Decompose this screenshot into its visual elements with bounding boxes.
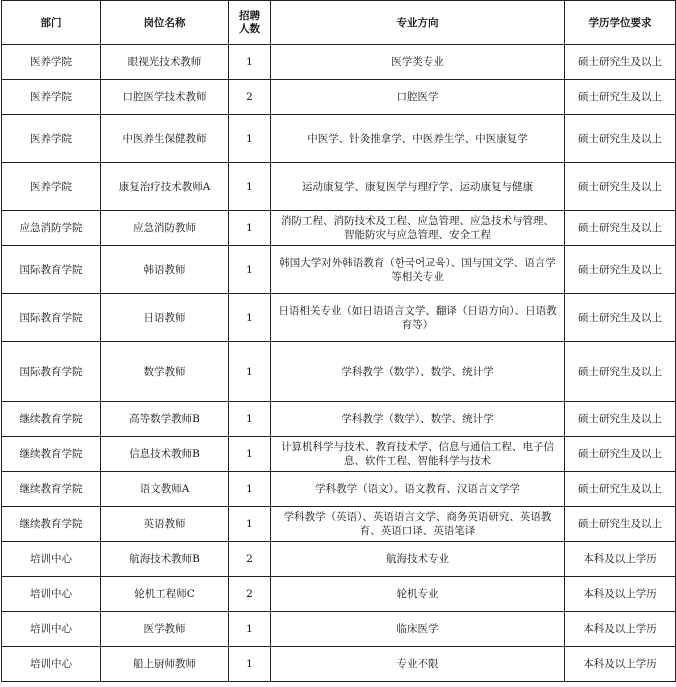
dept-cell: 培训中心 <box>2 647 101 682</box>
count-cell: 1 <box>229 342 271 402</box>
major-cell: 口腔医学 <box>271 80 565 115</box>
degree-cell: 本科及以上学历 <box>565 647 676 682</box>
table-row <box>2 612 676 647</box>
table-row <box>2 115 676 163</box>
table-row <box>2 402 676 437</box>
degree-cell: 硕士研究生及以上 <box>565 402 676 437</box>
header-row <box>2 1 676 45</box>
position-cell: 船上厨师教师 <box>101 647 229 682</box>
degree-cell: 硕士研究生及以上 <box>565 80 676 115</box>
count-cell: 1 <box>229 246 271 294</box>
count-cell: 1 <box>229 612 271 647</box>
degree-cell: 硕士研究生及以上 <box>565 472 676 507</box>
dept-cell: 培训中心 <box>2 577 101 612</box>
count-cell: 1 <box>229 507 271 542</box>
position-cell: 航海技术教师B <box>101 542 229 577</box>
degree-cell: 硕士研究生及以上 <box>565 45 676 80</box>
major-cell: 学科教学（数学）、数学、统计学 <box>271 402 565 437</box>
table-row <box>2 45 676 80</box>
position-cell: 日语教师 <box>101 294 229 342</box>
major-cell: 日语相关专业（如日语语言文学、翻译（日语方向）、日语教育等） <box>271 294 565 342</box>
major-cell: 韩国大学对外韩语教育（한국어교육）、国与国文学、语言学等相关专业 <box>271 246 565 294</box>
count-cell: 1 <box>229 211 271 246</box>
major-cell: 专业不限 <box>271 647 565 682</box>
dept-cell: 医养学院 <box>2 115 101 163</box>
dept-cell: 继续教育学院 <box>2 402 101 437</box>
position-cell: 韩语教师 <box>101 246 229 294</box>
position-cell: 语文教师A <box>101 472 229 507</box>
major-cell: 学科教学（数学）、数学、统计学 <box>271 342 565 402</box>
position-cell: 医学教师 <box>101 612 229 647</box>
table-row <box>2 472 676 507</box>
degree-cell: 硕士研究生及以上 <box>565 507 676 542</box>
degree-cell: 硕士研究生及以上 <box>565 342 676 402</box>
header-degree: 学历学位要求 <box>565 1 676 45</box>
recruitment-table <box>1 0 676 682</box>
count-cell: 1 <box>229 402 271 437</box>
count-cell: 1 <box>229 437 271 472</box>
dept-cell: 医养学院 <box>2 80 101 115</box>
major-cell: 轮机专业 <box>271 577 565 612</box>
header-dept: 部门 <box>2 1 101 45</box>
count-cell: 1 <box>229 472 271 507</box>
major-cell: 航海技术专业 <box>271 542 565 577</box>
position-cell: 高等数学教师B <box>101 402 229 437</box>
table-row <box>2 211 676 246</box>
dept-cell: 国际教育学院 <box>2 342 101 402</box>
count-cell: 1 <box>229 294 271 342</box>
table-row <box>2 507 676 542</box>
table-row <box>2 80 676 115</box>
header-major: 专业方向 <box>271 1 565 45</box>
count-cell: 1 <box>229 163 271 211</box>
major-cell: 学科教学（英语）、英语语言文学、商务英语研究、英语教育、英语口译、英语笔译 <box>271 507 565 542</box>
table-row <box>2 647 676 682</box>
count-cell: 1 <box>229 647 271 682</box>
position-cell: 口腔医学技术教师 <box>101 80 229 115</box>
dept-cell: 培训中心 <box>2 542 101 577</box>
major-cell: 运动康复学、康复医学与理疗学、运动康复与健康 <box>271 163 565 211</box>
position-cell: 数学教师 <box>101 342 229 402</box>
degree-cell: 本科及以上学历 <box>565 577 676 612</box>
count-cell: 1 <box>229 45 271 80</box>
header-count-label: 招聘人数 <box>239 9 260 35</box>
degree-cell: 硕士研究生及以上 <box>565 115 676 163</box>
major-cell: 中医学、针灸推拿学、中医养生学、中医康复学 <box>271 115 565 163</box>
table-row <box>2 577 676 612</box>
degree-cell: 硕士研究生及以上 <box>565 163 676 211</box>
position-cell: 中医养生保健教师 <box>101 115 229 163</box>
header-count <box>229 1 271 45</box>
header-position: 岗位名称 <box>101 1 229 45</box>
dept-cell: 国际教育学院 <box>2 294 101 342</box>
position-cell: 信息技术教师B <box>101 437 229 472</box>
table-row <box>2 437 676 472</box>
position-cell: 眼视光技术教师 <box>101 45 229 80</box>
position-cell: 轮机工程师C <box>101 577 229 612</box>
count-cell: 2 <box>229 577 271 612</box>
major-cell: 临床医学 <box>271 612 565 647</box>
dept-cell: 培训中心 <box>2 612 101 647</box>
major-cell: 医学类专业 <box>271 45 565 80</box>
dept-cell: 继续教育学院 <box>2 437 101 472</box>
dept-cell: 国际教育学院 <box>2 246 101 294</box>
dept-cell: 医养学院 <box>2 163 101 211</box>
degree-cell: 硕士研究生及以上 <box>565 246 676 294</box>
degree-cell: 本科及以上学历 <box>565 542 676 577</box>
table-row <box>2 246 676 294</box>
table-row <box>2 542 676 577</box>
position-cell: 应急消防教师 <box>101 211 229 246</box>
degree-cell: 硕士研究生及以上 <box>565 437 676 472</box>
degree-cell: 硕士研究生及以上 <box>565 294 676 342</box>
dept-cell: 继续教育学院 <box>2 472 101 507</box>
count-cell: 2 <box>229 80 271 115</box>
table-row <box>2 342 676 402</box>
dept-cell: 应急消防学院 <box>2 211 101 246</box>
degree-cell: 硕士研究生及以上 <box>565 211 676 246</box>
position-cell: 康复治疗技术教师A <box>101 163 229 211</box>
table-row <box>2 294 676 342</box>
degree-cell: 本科及以上学历 <box>565 612 676 647</box>
count-cell: 1 <box>229 115 271 163</box>
table-row <box>2 163 676 211</box>
major-cell: 学科教学（语文）、语文教育、汉语言文学学 <box>271 472 565 507</box>
dept-cell: 医养学院 <box>2 45 101 80</box>
dept-cell: 继续教育学院 <box>2 507 101 542</box>
major-cell: 计算机科学与技术、教育技术学、信息与通信工程、电子信息、软件工程、智能科学与技术 <box>271 437 565 472</box>
major-cell: 消防工程、消防技术及工程、应急管理、应急技术与管理、智能防灾与应急管理、安全工程 <box>271 211 565 246</box>
position-cell: 英语教师 <box>101 507 229 542</box>
count-cell: 2 <box>229 542 271 577</box>
